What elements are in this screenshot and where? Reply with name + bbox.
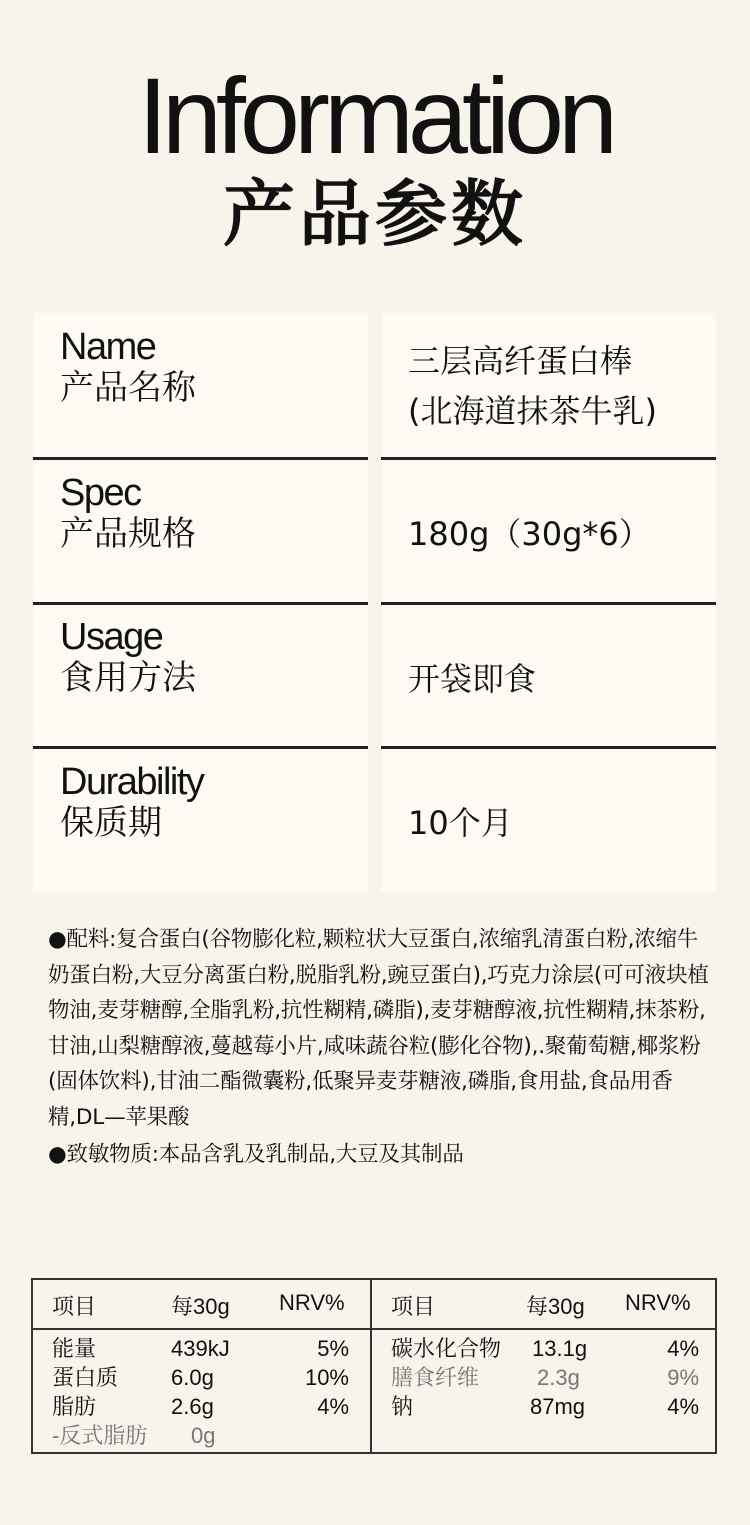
nutrient-name: -反式脂肪 [52,1423,148,1448]
nutrient-amount: 439kJ [171,1336,230,1361]
nutrition-table [31,1278,717,1454]
nutrient-amount: 6.0g [171,1365,214,1390]
spec-value-usage [381,605,716,747]
value-line: 10个月 [408,804,513,842]
label-cn: 食用方法 [60,658,196,698]
label-en: Name [60,326,156,368]
label-cn: 保质期 [60,803,162,843]
nutrient-nrv: 4% [667,1394,699,1419]
title-en: Information [137,55,613,176]
label-en: Usage [60,616,163,658]
spec-label-usage [33,605,368,747]
spec-label-name [33,313,368,457]
table-divider [370,1280,372,1452]
nutrient-amount: 13.1g [532,1336,588,1361]
nutrient-nrv: 4% [317,1394,349,1419]
nutrient-amount: 87mg [530,1394,586,1419]
label-en: Spec [60,472,141,514]
nutrient-amount: 2.3g [537,1365,580,1390]
nutrient-nrv: 10% [304,1365,349,1390]
ingredients-block [48,922,716,1173]
spec-value-name [381,313,716,457]
header-per: 每30g [171,1294,230,1319]
title-cn: 产品参数 [222,172,527,256]
header-per: 每30g [526,1294,585,1319]
label-cn: 产品规格 [60,514,196,554]
header-nrv: NRV% [279,1290,345,1315]
nutrient-name: 能量 [52,1336,97,1361]
nutrient-nrv: 5% [317,1336,349,1361]
nutrient-name: 碳水化合物 [391,1336,502,1361]
header-item: 项目 [52,1294,97,1319]
value-line: 开袋即食 [408,660,537,698]
nutrient-amount: 2.6g [171,1394,214,1419]
label-en: Durability [60,761,204,803]
value-line: 180g（30g*6） [408,515,651,553]
nutrient-nrv: 9% [667,1365,699,1390]
value-line: 三层高纤蛋白棒 [408,342,633,380]
allergen-text: ●致敏物质:本品含乳及乳制品,大豆及其制品 [48,1142,464,1167]
nutrient-name: 脂肪 [52,1394,97,1419]
header [0,0,750,300]
table-header-rule [33,1328,715,1330]
header-nrv: NRV% [625,1290,691,1315]
nutrient-name: 钠 [391,1394,414,1419]
value-line: (北海道抹茶牛乳) [408,392,657,430]
nutrient-amount: 0g [191,1423,216,1448]
nutrient-name: 蛋白质 [52,1365,119,1390]
spec-value-durability [381,749,716,893]
nutrient-nrv: 4% [667,1336,699,1361]
nutrient-name: 膳食纤维 [391,1365,480,1390]
spec-value-spec [381,460,716,602]
spec-label-durability [33,749,368,893]
spec-label-spec [33,460,368,602]
ingredients-text: ●配料:复合蛋白(谷物膨化粒,颗粒状大豆蛋白,浓缩乳清蛋白粉,浓缩牛奶蛋白粉,大豆分离蛋白粉,脱脂乳粉,豌豆蛋白),巧克力涂层(可可液块植物油,麦芽糖醇,全脂乳粉,抗性糊精,磷脂),麦芽糖醇液,抗性糊精,抹茶粉,甘油,山梨糖醇液,蔓越莓小片,咸味蔬谷粒(膨化谷物),.聚葡萄糖,椰浆粉(固体饮料),甘油二酯微囊粉,低聚异麦芽糖液,磷脂,食用盐,食品用香精,DL—苹果酸 [48,927,709,1130]
header-item: 项目 [391,1294,436,1319]
label-cn: 产品名称 [60,368,196,408]
